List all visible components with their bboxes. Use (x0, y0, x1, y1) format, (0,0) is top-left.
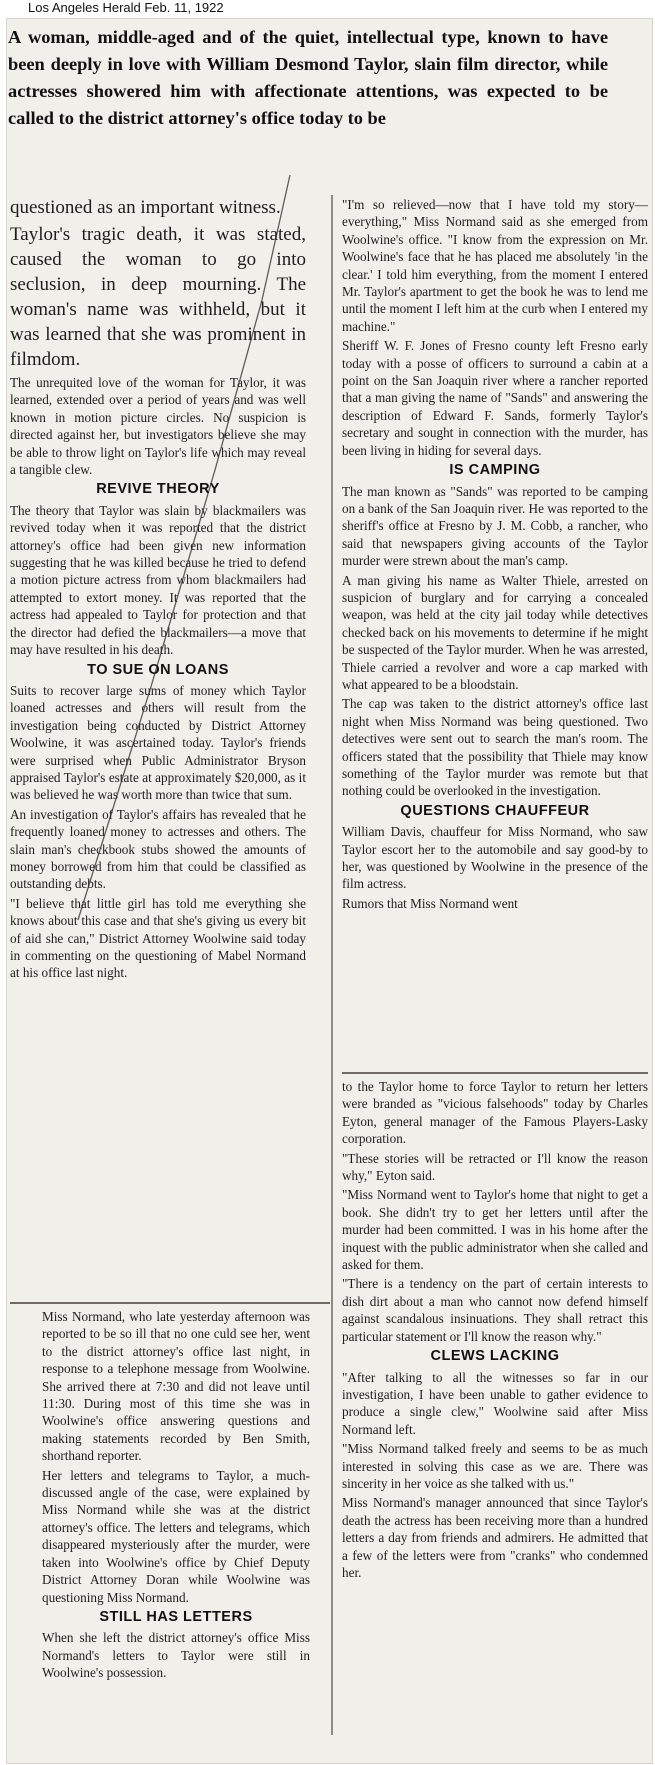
subheading-is-camping: IS CAMPING (449, 462, 541, 479)
article-paragraph: Rumors that Miss Normand went (342, 895, 518, 911)
article-paragraph: Miss Normand, who late yesterday afternoon was reported to be so ill that no one culd see her, went to the district attorney's office last night, in response to a telephone message from Woolwine. She arrived there at 7:30 and did not leave until 11:30. During most of this time she was in Woolwine's office answering questions and making statements recorded by Ben Smith, shorthand reporter. (42, 1309, 310, 1464)
source-caption: Los Angeles Herald Feb. 11, 1922 (28, 0, 224, 15)
subheading-clews-lacking: CLEWS LACKING (430, 1348, 560, 1365)
article-paragraph: "I believe that little girl has told me everything she knows about this case and that she's giving us every bit of aid she can," District Attorney Woolwine said today in commenting on the questioning of Mabel Normand at his office last night. (10, 895, 306, 981)
left-column-lower (42, 1308, 310, 1684)
article-paragraph: Taylor's tragic death, it was stated, caused the woman to go into seclusion, in deep mourning. The woman's name was withheld, but it was learned that she was prominent in filmdom. (10, 224, 306, 370)
article-paragraph: William Davis, chauffeur for Miss Normand, who saw Taylor escort her to the automobile and say good-by to her, was questioned by Woolwine in the presence of the film actress. (342, 824, 648, 892)
article-paragraph: "There is a tendency on the part of certain interests to dish dirt about a man who cannot now defend himself against scandalous insinuations. They shall retract this particular statement or I'll know the reason why." (342, 1276, 648, 1344)
left-column-upper (10, 195, 306, 984)
article-paragraph: The man known as "Sands" was reported to be camping on a bank of the San Joaquin river. He was reported to the sheriff's office at Fresno by J. M. Cobb, a rancher, who said that newspapers giving accounts of the Taylor murder were strewn about the man's camp. (342, 483, 648, 569)
article-paragraph: An investigation of Taylor's affairs has revealed that he frequently loaned money to actresses and others. The slain man's checkbook stubs showed the amounts of money borrowed from him that could be classified as outstanding debts. (10, 806, 306, 892)
article-paragraph: Her letters and telegrams to Taylor, a much-discussed angle of the case, were explained by Miss Normand while she was at the district attorney's office. The letters and telegrams, which disappeared mysteriously after the murder, were taken into Woolwine's office by Chief Deputy District Attorney Doran while Woolwine was questioning Miss Normand. (42, 1467, 310, 1605)
article-paragraph: Suits to recover large sums of money which Taylor loaned actresses and others will result from the investigation being conducted by District Attorney Woolwine, it was ascertained today. Taylor's friends were surprised when Public Administrator Bryson appraised Taylor's estate at approximately $20,000, as it was believed he was worth more than twice that sum. (10, 682, 306, 803)
right-column-upper (342, 196, 648, 914)
article-paragraph: to the Taylor home to force Taylor to return her letters were branded as "vicious falsehoods" today by Charles Eyton, general manager of the Famous Players-Lasky corporation. (342, 1079, 648, 1147)
lead-paragraph: A woman, middle-aged and of the quiet, intellectual type, known to have been deeply in love with William Desmond Taylor, slain film director, while actresses showered him with affectionate attentions, was expected to be called to the district attorney's office today to be (8, 27, 608, 128)
article-paragraph: Sheriff W. F. Jones of Fresno county left Fresno early today with a posse of officers to surround a cabin at a point on the San Joaquin river where a rancher reported that a man giving the name of "Sands" and answering the description of Edward F. Sands, formerly Taylor's secretary and sought in connection with the murder, has been living in hiding for several days. (342, 338, 648, 458)
article-paragraph: The unrequited love of the woman for Taylor, it was learned, extended over a period of years and was well known in motion picture circles. No suspicion is directed against her, but investigators believe she may be able to throw light on Taylor's life which may reveal a tangible clew. (10, 375, 306, 478)
article-paragraph: The cap was taken to the district attorney's office last night when Miss Normand was being questioned. Two detectives were sent out to search the man's room. The officers stated that the possibility that Thiele may know something of the Taylor murder was remote but that nothing could be overlooked in the investigation. (342, 696, 648, 799)
subheading-questions-chauffeur: QUESTIONS CHAUFFEUR (400, 802, 590, 819)
article-paragraph: "Miss Normand talked freely and seems to be as much interested in solving this case as we are. There was sincerity in her voice as she talked with us." (342, 1441, 648, 1491)
article-paragraph: A man giving his name as Walter Thiele, arrested on suspicion of burglary and for carrying a concealed weapon, was held at the city jail today while detectives checked back on his movements to determine if he might be suspected of the Taylor murder. When he was arrested, Thiele carried a revolver and wore a cap marked with what appeared to be a bloodstain. (342, 572, 648, 692)
subheading-still-has-letters: STILL HAS LETTERS (99, 1608, 253, 1625)
column-divider (331, 195, 333, 1735)
right-column-separator (342, 1072, 648, 1074)
article-paragraph: questioned as an important witness. (10, 197, 281, 218)
article-paragraph: Miss Normand's manager announced that since Taylor's death the actress has been receiving more than a hundred letters a day from friends and admirers. He admitted that a few of the letters were from "cranks" who condemned her. (342, 1495, 648, 1580)
article-paragraph: "After talking to all the witnesses so far in our investigation, I have been unable to gather evidence to produce a single clew," Woolwine said after Miss Normand left. (342, 1369, 648, 1437)
article-paragraph: When she left the district attorney's office Miss Normand's letters to Taylor were still in Woolwine's possession. (42, 1630, 310, 1681)
article-paragraph: "Miss Normand went to Taylor's home that night to get a book. She didn't try to get her letters until after the murder had been committed. I was in his home after the inquest with the public administrator when she called and asked for them. (342, 1187, 648, 1273)
subheading-to-sue-on-loans: TO SUE ON LOANS (87, 661, 229, 678)
right-column-lower (342, 1078, 648, 1583)
left-column-separator (10, 1302, 330, 1304)
article-paragraph: "I'm so relieved—now that I have told my story—everything," Miss Normand said as she emerged from Woolwine's office. "I know from the expression on Mr. Woolwine's face that he has placed me absolutely 'in the clear.' I told him everything, from the moment I entered Mr. Taylor's apartment to get the book he was to lend me until the moment I left him at the curb when I entered my machine." (342, 197, 648, 334)
subheading-revive-theory: REVIVE THEORY (96, 481, 220, 498)
article-paragraph: The theory that Taylor was slain by blackmailers was revived today when it was reported that the district attorney's office had been given new information suggesting that he was killed because he tried to defend a motion picture actress from whom blackmailers had attempted to extort money. It was reported that the actress had appealed to Taylor for protection and that the director had defied the blackmailers—a move that may have resulted in his death. (10, 502, 306, 658)
article-paragraph: "These stories will be retracted or I'll know the reason why," Eyton said. (342, 1150, 648, 1184)
